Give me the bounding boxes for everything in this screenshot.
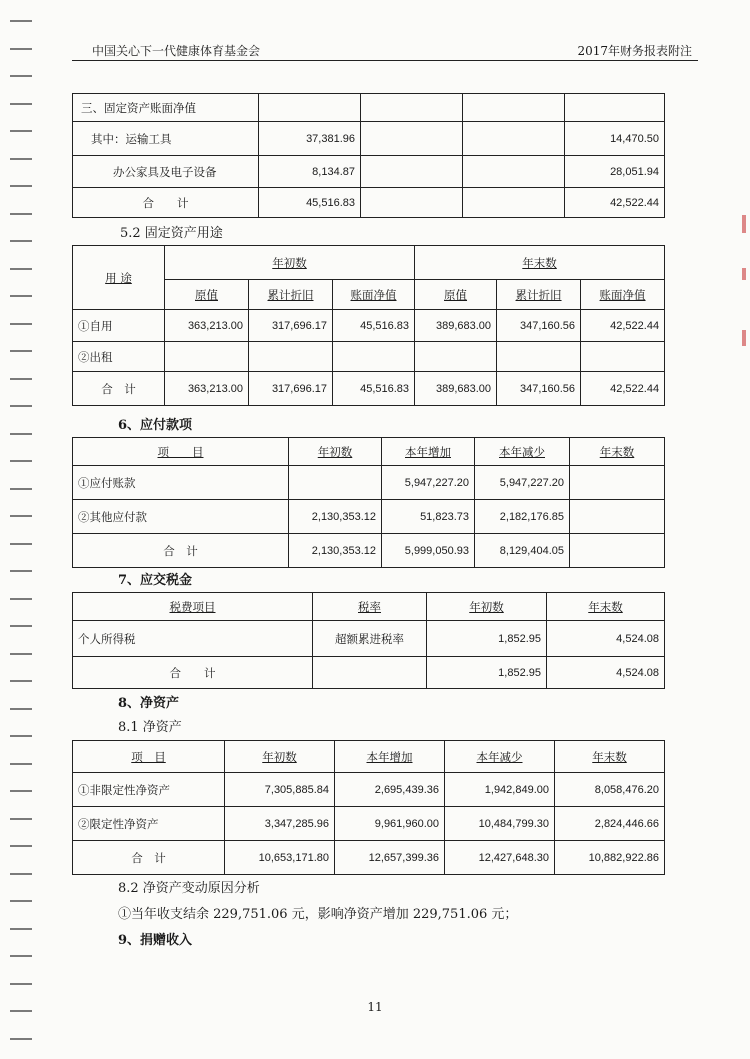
table-row bbox=[73, 342, 665, 372]
cell-value: 2,130,353.12 bbox=[289, 500, 382, 534]
col-header: 年末数 bbox=[555, 741, 665, 773]
binding-hole bbox=[10, 680, 32, 682]
cell-value: 347,160.56 bbox=[497, 310, 581, 342]
binding-hole bbox=[10, 323, 32, 325]
col-header: 年末数 bbox=[547, 593, 665, 621]
cell-value: 10,653,171.80 bbox=[225, 841, 335, 875]
binding-hole bbox=[10, 103, 32, 105]
cell-value: 5,947,227.20 bbox=[382, 466, 475, 500]
table-row bbox=[73, 466, 665, 500]
cell-value: 4,524.08 bbox=[547, 657, 665, 689]
row-label: 办公家具及电子设备 bbox=[73, 156, 259, 188]
col-header: 年初数 bbox=[427, 593, 547, 621]
row-label: ②出租 bbox=[73, 342, 165, 372]
col-header: 账面净值 bbox=[333, 280, 415, 310]
fixed-asset-usage-table bbox=[72, 245, 665, 406]
cell-value: 45,516.83 bbox=[333, 372, 415, 406]
binding-hole bbox=[10, 75, 32, 77]
table-row bbox=[73, 657, 665, 689]
table-row bbox=[73, 534, 665, 568]
cell-value: 42,522.44 bbox=[581, 372, 665, 406]
col-header: 年末数 bbox=[570, 438, 665, 466]
binding-hole bbox=[10, 900, 32, 902]
row-label: 个人所得税 bbox=[73, 621, 313, 657]
cell-value: 2,130,353.12 bbox=[289, 534, 382, 568]
col-header: 年初数 bbox=[225, 741, 335, 773]
section-7-title: 7、应交税金 bbox=[118, 573, 193, 588]
cell-value: 10,882,922.86 bbox=[555, 841, 665, 875]
col-header: 本年减少 bbox=[475, 438, 570, 466]
binding-hole bbox=[10, 598, 32, 600]
row-label: 三、固定资产账面净值 bbox=[73, 94, 259, 122]
binding-hole bbox=[10, 818, 32, 820]
col-header: 税费项目 bbox=[73, 593, 313, 621]
cell-value: 45,516.83 bbox=[333, 310, 415, 342]
row-label: 合 计 bbox=[73, 657, 313, 689]
col-header-end: 年末数 bbox=[415, 246, 665, 280]
cell-value: 8,058,476.20 bbox=[555, 773, 665, 807]
header-org: 中国关心下一代健康体育基金会 bbox=[92, 44, 261, 58]
page-number: 11 bbox=[367, 1000, 383, 1014]
section-6-title: 6、应付款项 bbox=[118, 418, 193, 433]
binding-hole bbox=[10, 185, 32, 187]
cell-value: 10,484,799.30 bbox=[445, 807, 555, 841]
col-header: 项 目 bbox=[73, 438, 289, 466]
col-header: 税率 bbox=[313, 593, 427, 621]
section-8-1-title: 8.1 净资产 bbox=[118, 720, 182, 735]
binding-hole bbox=[10, 405, 32, 407]
cell-value: 14,470.50 bbox=[565, 122, 665, 156]
asset-net-value-table bbox=[72, 93, 665, 218]
cell-value: 317,696.17 bbox=[249, 310, 333, 342]
binding-holes bbox=[0, 0, 40, 1059]
binding-hole bbox=[10, 653, 32, 655]
binding-hole bbox=[10, 735, 32, 737]
table-row bbox=[73, 372, 665, 406]
row-label: ①非限定性净资产 bbox=[73, 773, 225, 807]
col-header-begin: 年初数 bbox=[165, 246, 415, 280]
cell-value: 363,213.00 bbox=[165, 372, 249, 406]
col-header: 本年增加 bbox=[382, 438, 475, 466]
cell-value: 4,524.08 bbox=[547, 621, 665, 657]
binding-hole bbox=[10, 488, 32, 490]
col-header: 累计折旧 bbox=[497, 280, 581, 310]
cell-value: 5,999,050.93 bbox=[382, 534, 475, 568]
col-header: 原值 bbox=[165, 280, 249, 310]
binding-hole bbox=[10, 955, 32, 957]
table-row bbox=[73, 122, 665, 156]
table-row bbox=[73, 500, 665, 534]
binding-hole bbox=[10, 350, 32, 352]
table-row bbox=[73, 188, 665, 218]
binding-hole bbox=[10, 378, 32, 380]
row-label: 合 计 bbox=[73, 372, 165, 406]
cell-value: 8,134.87 bbox=[259, 156, 361, 188]
col-header: 累计折旧 bbox=[249, 280, 333, 310]
row-label: 其中：运输工具 bbox=[73, 122, 259, 156]
table-row bbox=[73, 94, 665, 122]
cell-value: 12,427,648.30 bbox=[445, 841, 555, 875]
binding-hole bbox=[10, 240, 32, 242]
section-9-title: 9、捐赠收入 bbox=[118, 933, 193, 948]
binding-hole bbox=[10, 515, 32, 517]
edge-mark bbox=[742, 215, 746, 233]
cell-value: 2,182,176.85 bbox=[475, 500, 570, 534]
binding-hole bbox=[10, 570, 32, 572]
row-label: 合 计 bbox=[73, 188, 259, 218]
cell-value: 9,961,960.00 bbox=[335, 807, 445, 841]
cell-rate: 超额累进税率 bbox=[313, 621, 427, 657]
cell-value: 389,683.00 bbox=[415, 310, 497, 342]
table-row bbox=[73, 841, 665, 875]
header-doc-title: 2017年财务报表附注 bbox=[577, 44, 692, 58]
binding-hole bbox=[10, 158, 32, 160]
binding-hole bbox=[10, 983, 32, 985]
table-row bbox=[73, 156, 665, 188]
cell-value: 28,051.94 bbox=[565, 156, 665, 188]
col-header: 本年增加 bbox=[335, 741, 445, 773]
cell-value: 1,942,849.00 bbox=[445, 773, 555, 807]
col-header: 本年减少 bbox=[445, 741, 555, 773]
cell-value: 7,305,885.84 bbox=[225, 773, 335, 807]
binding-hole bbox=[10, 268, 32, 270]
binding-hole bbox=[10, 625, 32, 627]
row-label: ①应付账款 bbox=[73, 466, 289, 500]
col-header-use: 用 途 bbox=[73, 246, 165, 310]
table-row bbox=[73, 773, 665, 807]
cell-value: 389,683.00 bbox=[415, 372, 497, 406]
binding-hole bbox=[10, 928, 32, 930]
row-label: ②限定性净资产 bbox=[73, 807, 225, 841]
col-header: 原值 bbox=[415, 280, 497, 310]
cell-value: 42,522.44 bbox=[565, 188, 665, 218]
binding-hole bbox=[10, 213, 32, 215]
cell-value: 2,824,446.66 bbox=[555, 807, 665, 841]
binding-hole bbox=[10, 763, 32, 765]
analysis-paragraph: ①当年收支结余 229,751.06 元，影响净资产增加 229,751.06 元； bbox=[118, 907, 518, 922]
binding-hole bbox=[10, 20, 32, 22]
cell-value: 51,823.73 bbox=[382, 500, 475, 534]
table-row bbox=[73, 310, 665, 342]
payables-table bbox=[72, 437, 665, 568]
edge-mark bbox=[742, 268, 746, 280]
cell-value: 1,852.95 bbox=[427, 621, 547, 657]
binding-hole bbox=[10, 708, 32, 710]
cell-value: 8,129,404.05 bbox=[475, 534, 570, 568]
edge-mark bbox=[742, 330, 746, 346]
col-header: 账面净值 bbox=[581, 280, 665, 310]
cell-value: 5,947,227.20 bbox=[475, 466, 570, 500]
taxes-table bbox=[72, 592, 665, 689]
cell-value: 363,213.00 bbox=[165, 310, 249, 342]
binding-hole bbox=[10, 130, 32, 132]
row-label: ②其他应付款 bbox=[73, 500, 289, 534]
binding-hole bbox=[10, 845, 32, 847]
binding-hole bbox=[10, 873, 32, 875]
binding-hole bbox=[10, 790, 32, 792]
col-header: 项 目 bbox=[73, 741, 225, 773]
cell-value: 37,381.96 bbox=[259, 122, 361, 156]
table-row bbox=[73, 807, 665, 841]
cell-value: 317,696.17 bbox=[249, 372, 333, 406]
binding-hole bbox=[10, 460, 32, 462]
section-5-2-title: 5.2 固定资产用途 bbox=[120, 226, 223, 241]
net-assets-table bbox=[72, 740, 665, 875]
cell-value: 42,522.44 bbox=[581, 310, 665, 342]
row-label: 合 计 bbox=[73, 534, 289, 568]
cell-value: 45,516.83 bbox=[259, 188, 361, 218]
row-label: 合 计 bbox=[73, 841, 225, 875]
section-8-2-title: 8.2 净资产变动原因分析 bbox=[118, 881, 260, 896]
page-header bbox=[72, 38, 698, 61]
row-label: ①自用 bbox=[73, 310, 165, 342]
cell-value: 2,695,439.36 bbox=[335, 773, 445, 807]
col-header: 年初数 bbox=[289, 438, 382, 466]
table-row bbox=[73, 621, 665, 657]
binding-hole bbox=[10, 543, 32, 545]
cell-value: 3,347,285.96 bbox=[225, 807, 335, 841]
cell-value: 347,160.56 bbox=[497, 372, 581, 406]
section-8-title: 8、净资产 bbox=[118, 696, 180, 711]
cell-value: 12,657,399.36 bbox=[335, 841, 445, 875]
binding-hole bbox=[10, 433, 32, 435]
binding-hole bbox=[10, 295, 32, 297]
binding-hole bbox=[10, 48, 32, 50]
cell-value: 1,852.95 bbox=[427, 657, 547, 689]
binding-hole bbox=[10, 1038, 32, 1040]
